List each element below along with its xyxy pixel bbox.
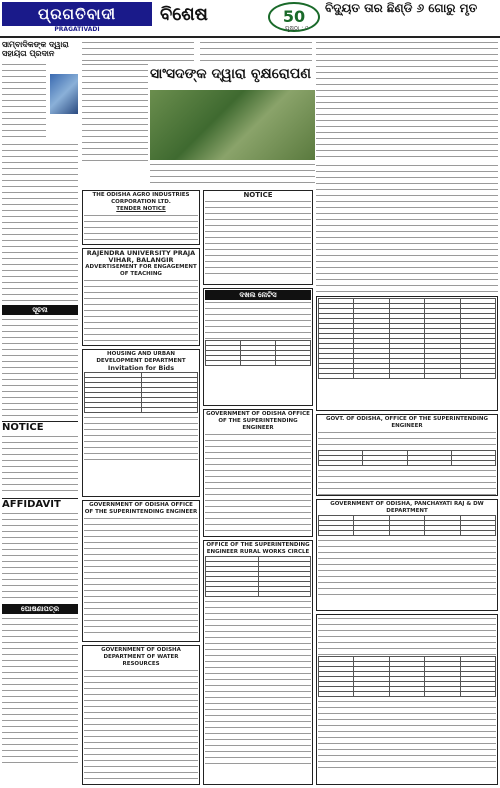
text-block	[2, 142, 78, 302]
notice-table	[205, 340, 311, 366]
text-block	[2, 511, 78, 601]
right-story-text	[316, 163, 498, 293]
tender-table	[318, 656, 496, 697]
notice-title: NOTICE	[2, 421, 78, 434]
dakhal-notice-box: ଦଖଲ ନୋଟିସ	[203, 288, 313, 406]
notice-box: NOTICE	[203, 190, 313, 285]
text-block	[2, 616, 78, 766]
text-block	[2, 434, 78, 494]
right-table-box	[316, 296, 498, 411]
tender-table	[84, 372, 198, 413]
photo-caption	[150, 162, 315, 186]
right-table	[318, 298, 496, 379]
lead-photo	[150, 90, 315, 160]
tender-box: RAJENDRA UNIVERSITY PRAJA VIHAR, BALANGIR ADVERTISEMENT FOR ENGAGEMENT OF TEACHING	[82, 248, 200, 346]
tender-box: OFFICE OF THE SUPERINTENDING ENGINEER RURAL WORKS CIRCLE	[203, 540, 313, 785]
tender-box: HOUSING AND URBAN DEVELOPMENT DEPARTMENT Invitation for Bids	[82, 349, 200, 497]
tender-table	[205, 556, 311, 597]
right-story-text	[316, 40, 498, 160]
tender-box: THE ODISHA AGRO INDUSTRIES CORPORATION LTD. TENDER NOTICE	[82, 190, 200, 245]
top-headline: ବିଦ୍ୟୁତ ତାର ଛିଣ୍ଡି ୬ ଗୋରୁ ମୃତ	[325, 1, 478, 15]
anniversary-logo: 50	[268, 2, 320, 32]
tender-box: GOVERNMENT OF ODISHA OFFICE OF THE SUPERINTENDING ENGINEER	[82, 500, 200, 642]
section-title: ବିଶେଷ	[160, 4, 208, 25]
left-section-head: ସୂଚନା	[2, 305, 78, 315]
affidavit-title: AFFIDAVIT	[2, 498, 78, 511]
tender-table	[318, 450, 496, 466]
person-photo	[50, 74, 78, 114]
masthead-rule	[0, 36, 500, 38]
tender-box: GOVERNMENT OF ODISHA OFFICE OF THE SUPERINTENDING ENGINEER	[203, 409, 313, 537]
tender-box	[316, 614, 498, 785]
tender-box: GOVERNMENT OF ODISHA, PANCHAYATI RAJ & DW DEPARTMENT	[316, 499, 498, 611]
bottom-section-head: ଘୋଷଣାପତ୍ର	[2, 604, 78, 614]
left-headline: ସାମ୍ବାଦିକଙ୍କ ଦ୍ୱାରା ସହାୟତା ପ୍ରଦାନ	[2, 40, 69, 58]
lead-headline: ସାଂସଦଙ୍କ ଦ୍ୱାରା ବୃକ୍ଷରୋପଣ	[150, 66, 311, 82]
lead-text	[82, 62, 148, 162]
lead-text-top	[82, 40, 312, 62]
brand-logo: ପ୍ରଗତିବାଦୀ	[2, 2, 152, 26]
tender-box: GOVT. OF ODISHA, OFFICE OF THE SUPERINTENDING ENGINEER	[316, 414, 498, 496]
text-block	[2, 317, 78, 417]
masthead	[0, 0, 500, 36]
tender-table	[318, 515, 496, 536]
page-number: ପୃଷ୍ଠା : ୯	[285, 25, 309, 32]
tender-box: GOVERNMENT OF ODISHA DEPARTMENT OF WATER RESOURCES	[82, 645, 200, 785]
text-block	[2, 62, 46, 142]
left-column	[2, 40, 78, 785]
brand-latin: PRAGATIVADI	[54, 26, 100, 33]
